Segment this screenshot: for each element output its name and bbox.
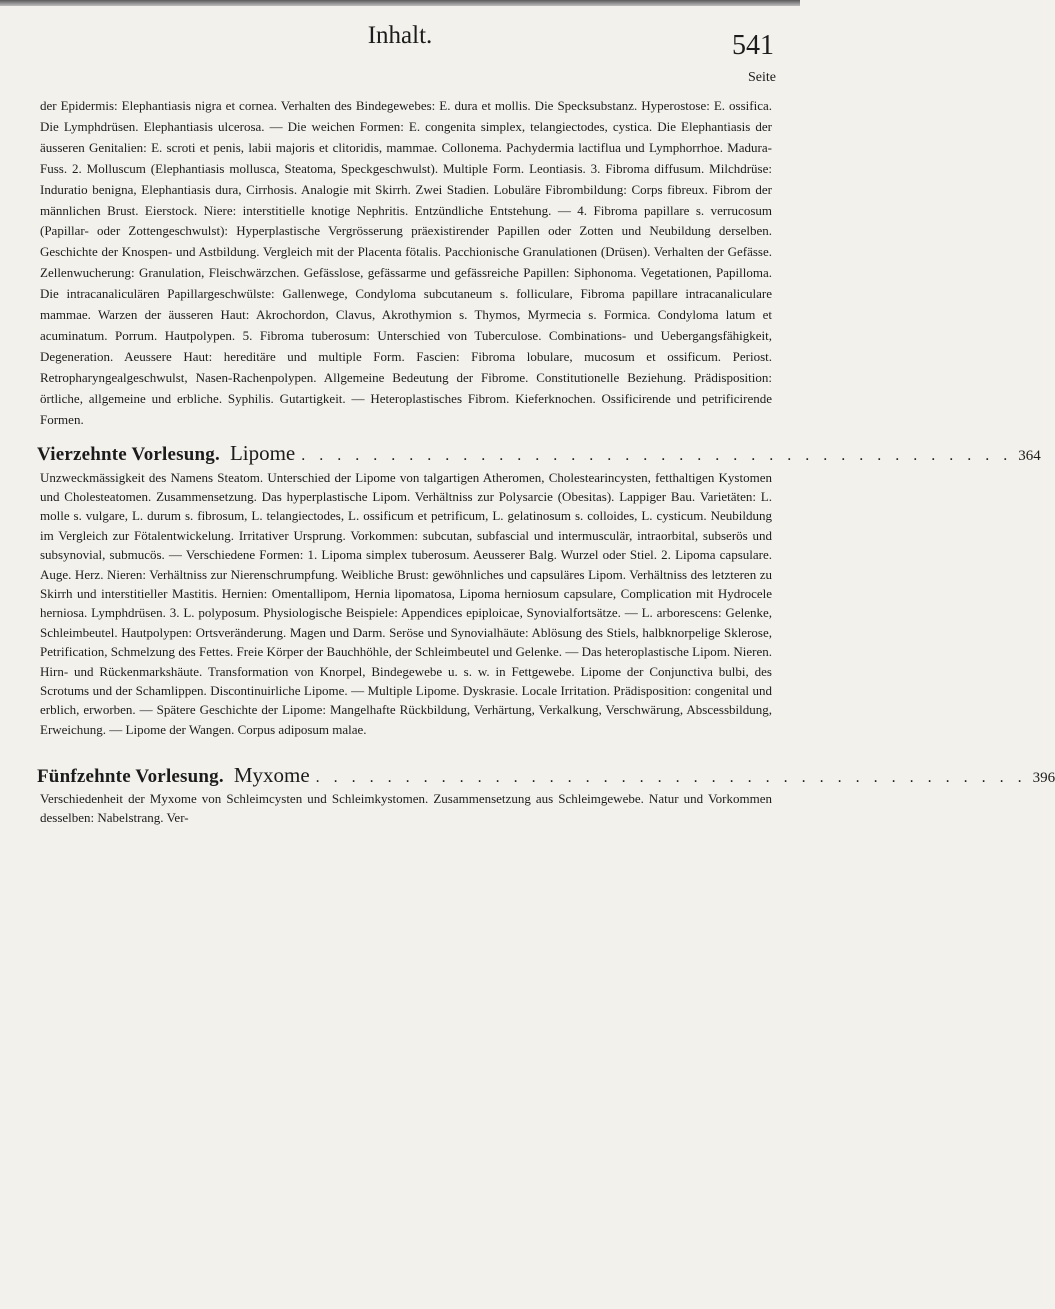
lecture-label: Fünfzehnte Vorlesung. bbox=[37, 766, 224, 788]
seite-column-label: Seite bbox=[748, 70, 776, 85]
lecture-summary: Verschiedenheit der Myxome von Schleimcysten und Schleimkystomen. Zusammensetzung aus Schleimgewebe. Natur und Vorkommen desselben: Nabelstrang. Ver- bbox=[40, 791, 772, 825]
continued-lecture-summary: der Epidermis: Elephantiasis nigra et cornea. Verhalten des Bindegewebes: E. dura et mollis. Die Specksubstanz. Hyperostose: E. ossifica. Die Lymphdrüsen. Elephantiasis ulcerosa. — Die weichen Formen: E. congenita simplex, telangiectodes, cystica. Die Elephantiasis der äusseren Genitalien: E. scroti et penis, labii majoris et clitoridis, mammae. Collonema. Pachydermia lactiflua und Lymphorrhoe. Madura-Fuss. 2. Molluscum (Elephantiasis mollusca, Steatoma, Speckgeschwulst). Multiple Form. Leontiasis. 3. Fibroma diffusum. Milchdrüse: Induratio benigna, Elephantiasis dura, Cirrhosis. Analogie mit Skirrh. Zwei Stadien. Lobuläre Fibrombildung: Corps fibreux. Fibrom der männlichen Brust. Eierstock. Niere: interstitielle knotige Nephritis. Entzündliche Entstehung. — 4. Fibroma papillare s. verrucosum (Papillar- oder Zottengeschwulst): Hyperplastische Vergrösserung präexistirender Papillen oder Zotten und Neubildung derselben. Geschichte der Knospen- und Astbildung. Vergleich mit der Placenta fötalis. Pacchionische Granulationen (Drüsen). Verhalten der Gefässe. Zellenwucherung: Granulation, Fleischwärzchen. Gefässlose, gefässarme und gefässreiche Papillen: Siphonoma. Vegetationen, Papilloma. Die intracanaliculären Papillargeschwülste: Gallenwege, Condyloma subcutaneum s. folliculare, Fibroma papillare intracanaliculare mammae. Warzen der äusseren Haut: Akrochordon, Clavus, Akrothymion s. Thymos, Myrmecia s. Formica. Condyloma latum et acuminatum. Porrum. Hautpolypen. 5. Fibroma tuberosum: Unterschied von Tuberculose. Combinations- und Uebergangsfähigkeit, Degeneration. Aeussere Haut: hereditäre und multiple Form. Fascien: Fibroma lobulare, mucosum et ossificum. Periost. Retropharyngealgeschwulst, Nasen-Rachenpolypen. Allgemeine Bedeutung der Fibrome. Constitutionelle Beziehung. Prädisposition: örtliche, allgemeine und erbliche. Syphilis. Gutartigkeit. — Heteroplastisches Fibrom. Kieferknochen. Ossificirende und petrificirende Formen. bbox=[40, 98, 772, 427]
table-of-contents-body bbox=[37, 96, 1055, 827]
lecture-entry-15 bbox=[37, 763, 1055, 827]
page-header bbox=[0, 22, 800, 62]
dot-leader: . . . . . . . . . . . . . . . . . . . . . . . . . . . . . . . . . . . . . . . . bbox=[301, 446, 1013, 464]
lecture-heading bbox=[37, 440, 1041, 466]
lecture-label: Vierzehnte Vorlesung. bbox=[37, 443, 220, 465]
page-number: 541 bbox=[732, 30, 774, 61]
top-edge-line bbox=[0, 0, 800, 6]
dot-leader: . . . . . . . . . . . . . . . . . . . . . . . . . . . . . . . . . . . . . . . . bbox=[315, 769, 1027, 787]
lecture-topic: Lipome bbox=[229, 440, 296, 465]
lecture-page-number: 396 bbox=[1032, 770, 1055, 787]
lecture-summary: Unzweckmässigkeit des Namens Steatom. Unterschied der Lipome von talgartigen Atheromen, Cholestearincysten, fetthaltigen Kystomen und Cholesteatomen. Zusammensetzung. Das hyperplastische Lipom. Verhältniss zur Polysarcie (Obesitas). Lappiger Bau. Varietäten: L. molle s. vulgare, L. durum s. fibrosum, L. telangiectodes, L. ossificum et petrificum, L. gelatinosum s. colloides, L. cysticum. Neubildung im Vergleich zur Fötalentwickelung. Irritativer Ursprung. Vorkommen: subcutan, subfascial und intermusculär, intraorbital, subserös und subsynovial, submucös. — Verschiedene Formen: 1. Lipoma simplex tuberosum. Aeusserer Balg. Wurzel oder Stiel. 2. Lipoma capsulare. Auge. Herz. Nieren: Verhältniss zur Nierenschrumpfung. Weibliche Brust: gewöhnliches und capsuläres Lipom. Verhältniss des letzteren zu Skirrh und interstitieller Mastitis. Hernien: Omentallipom, Hernia lipomatosa, Lipoma herniosum capsulare, Complication mit Hydrocele herniosa. Lymphdrüsen. 3. L. polyposum. Physiologische Beispiele: Appendices epiploicae, Synovialfortsätze. — L. arborescens: Gelenke, Schleimbeutel. Hautpolypen: Ortsveränderung. Magen und Darm. Seröse und Synovialhäute: Ablösung des Stiels, halbknorpelige Sklerose, Petrification, Schmelzung des Fettes. Freie Körper der Bauchhöhle, der Schleimbeutel und Gelenke. — Das heteroplastische Lipom. Nieren. Hirn- und Rückenmarkshäute. Transformation von Knorpel, Bindegewebe u. s. w. in Fettgewebe. Lipome der Conjunctiva bulbi, des Scrotums und der Schamlippen. Discontinuirliche Lipome. — Multiple Lipome. Dyskrasie. Locale Irritation. Prädisposition: congenital und erblich, erworben. — Spätere Geschichte der Lipome: Mangelhafte Rückbildung, Verhärtung, Verkalkung, Verschwärung, Abscessbildung, Erweichung. — Lipome der Wangen. Corpus adiposum malae. bbox=[40, 469, 772, 737]
lecture-topic: Myxome bbox=[233, 763, 310, 788]
lecture-page-number: 364 bbox=[1018, 447, 1041, 464]
running-title: Inhalt. bbox=[367, 22, 433, 49]
lecture-heading bbox=[37, 763, 1055, 788]
lecture-entry-14 bbox=[37, 440, 1041, 740]
